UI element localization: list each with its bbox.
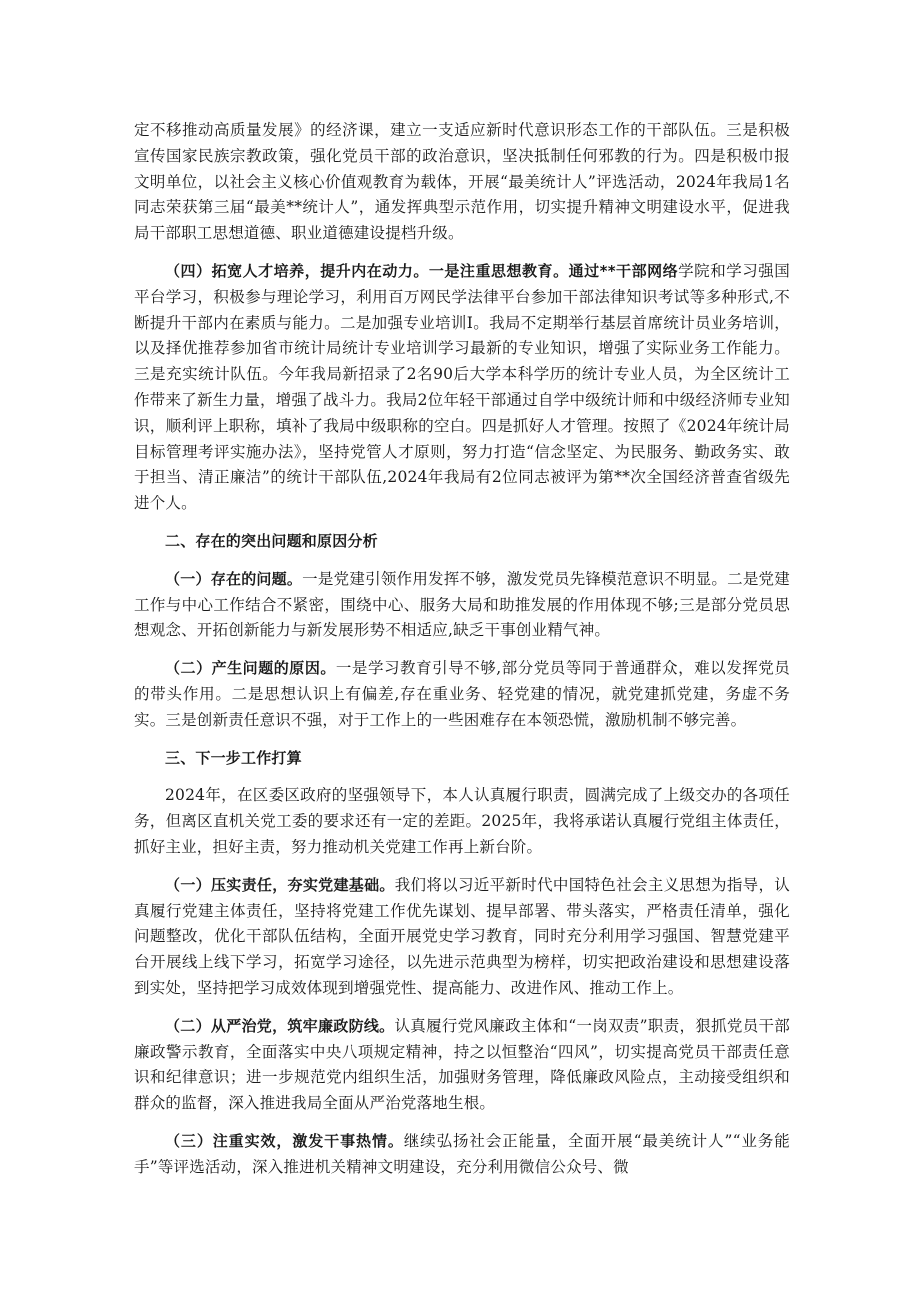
paragraph-lead: （三）注重实效，激发干事热情。 [165, 1131, 404, 1150]
paragraph-body: 我们将以习近平新时代中国特色社会主义思想为指导，认真履行党建主体责任，坚持将党建工作优先谋划、提早部署、带头落实，严格责任清单，强化问题整改，优化干部队伍结构，全面开展党史学习教育，同时充分利用学习强国、智慧党建平台开展线上线下学习，拓宽学习途径，以先进示范典型为榜样，切实把政治建设和思想建设落到实处，坚持把学习成效体现到增强党性、提高能力、改进作风、推动工作上。 [134, 875, 790, 997]
paragraph-lead: （二）产生问题的原因。 [165, 659, 336, 678]
paragraph-talent-training [134, 259, 790, 517]
document-page [134, 118, 790, 1192]
paragraph-strict-governance [134, 1014, 790, 1117]
paragraph-problem-causes [134, 656, 790, 733]
paragraph-lead: （一）压实责任，夯实党建基础。 [165, 875, 395, 894]
paragraph-body: 继续弘扬社会正能量，全面开展“最美统计人”“业务能手”等评选活动，深入推进机关精神文明建设，充分利用微信公众号、微 [134, 1131, 790, 1176]
paragraph-body: 学院和学习强国平台学习，积极参与理论学习，利用百万网民学法律平台参加干部法律知识考试等多种形式,不断提升干部内在素质与能力。二是加强专业培训I。我局不定期举行基层首席统计员业务培训，以及择优推荐参加省市统计局统计专业培训学习最新的专业知识，增强了实际业务工作能力。三是充实统计队伍。今年我局新招录了2名90后大学本科学历的统计专业人员，为全区统计工作带来了新生力量，增强了战斗力。我局2位年轻干部通过自学中级统计师和中级经济师专业知识，顺利评上职称，填补了我局中级职称的空白。四是抓好人才管理。按照了《2024年统计局目标管理考评实施办法》，坚持党管人才原则，努力打造“信念坚定、为民服务、勤政务实、敢于担当、清正廉洁”的统计干部队伍,2024年我局有2位同志被评为第**次全国经济普查省级先进个人。 [134, 261, 790, 513]
paragraph-body: 认真履行党风廉政主体和“一岗双责”职责，狠抓党员干部廉政警示教育，全面落实中央八项规定精神，持之以恒整治“四风”，切实提高党员干部责任意识和纪律意识；进一步规范党内组织生活，加强财务管理，降低廉政风险点，主动接受组织和群众的监督，深入推进我局全面从严治党落地生根。 [134, 1016, 790, 1113]
paragraph-summary-2024: 2024年，在区委区政府的坚强领导下，本人认真履行职责，圆满完成了上级交办的各项任务，但离区直机关党工委的要求还有一定的差距。2025年，我将承诺认真履行党组主体责任，抓好主业，担好主责，努力推动机关党建工作再上新台阶。 [134, 786, 790, 856]
paragraph-lead: （四）拓宽人才培养，提升内在动力。一是注重思想教育。通过**干部网络 [165, 261, 679, 280]
section-heading-problems: 二、存在的突出问题和原因分析 [165, 531, 378, 550]
paragraph-lead: （一）存在的问题。 [165, 569, 303, 588]
paragraph-body: 一是党建引领作用发挥不够，激发党员先锋模范意识不明显。二是党建工作与中心工作结合不紧密，围绕中心、服务大局和助推发展的作用体现不够;三是部分党员思想观念、开拓创新能力与新发展形势不相适应,缺乏干事创业精气神。 [134, 569, 791, 640]
paragraph-consolidate-responsibility [134, 873, 790, 1002]
paragraph-lead: （二）从严治党，筑牢廉政防线。 [165, 1016, 395, 1035]
paragraph-focus-results [134, 1129, 790, 1181]
section-heading-next-steps: 三、下一步工作打算 [165, 748, 302, 767]
paragraph-body: 一是学习教育引导不够,部分党员等同于普通群众，难以发挥党员的带头作用。二是思想认识上有偏差,存在重业务、轻党建的情况，就党建抓党建，务虚不务实。三是创新责任意识不强，对于工作上的一些困难存在本领恐慌，激励机制不够完善。 [134, 659, 790, 729]
paragraph-ideology-work: 定不移推动高质量发展》的经济课，建立一支适应新时代意识形态工作的干部队伍。三是积极宣传国家民族宗教政策，强化党员干部的政治意识，坚决抵制任何邪教的行为。四是积极巾报文明单位，以社会主义核心价值观教育为载体，开展“最美统计人”评选活动，2024年我局1名同志荣获第三届“最美**统计人”，通发挥典型示范作用，切实提升精神文明建设水平，促进我局干部职工思想道德、职业道德建设提档升级。 [134, 121, 790, 243]
paragraph-existing-problems [134, 567, 790, 644]
